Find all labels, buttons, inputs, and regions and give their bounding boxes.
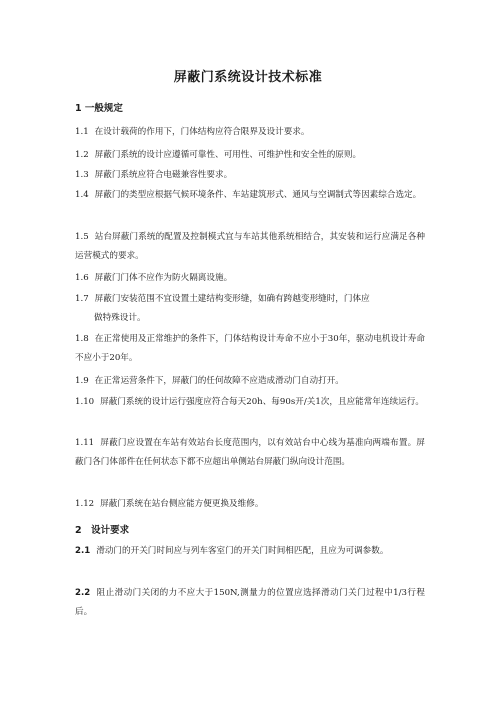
document-title: 屏蔽门系统设计技术标准: [173, 70, 323, 85]
clause-number: 1.5: [75, 232, 89, 242]
clause-number: 2.2: [75, 588, 91, 598]
clause-1-9: [75, 372, 425, 391]
clause-number: 1.8: [75, 334, 89, 344]
clause-2-1: [75, 542, 425, 561]
clause-number: 1.1: [75, 127, 89, 137]
clause-text: 在设计载荷的作用下，门体结构应符合限界及设计要求。: [94, 127, 310, 137]
clause-1-3: [75, 166, 425, 185]
clause-text: 屏蔽门系统的设计应遵循可靠性、可用性、可维护性和安全性的原则。: [94, 150, 362, 160]
clause-number: 1.6: [75, 273, 89, 283]
section-1-heading: 1 一般规定: [75, 103, 123, 114]
clause-number: 1.10: [75, 397, 95, 407]
clause-1-2: [75, 146, 425, 165]
clause-text: 屏蔽门系统的设计运行强度应符合每天20h、每90s开/关1次，且应能常年连续运行。: [100, 397, 424, 407]
clause-text: 屏蔽门系统应符合电磁兼容性要求。: [94, 170, 233, 180]
clause-number: 1.9: [75, 376, 89, 386]
clause-number: 1.7: [75, 294, 89, 304]
clause-1-10: [75, 393, 425, 412]
clause-number: 1.2: [75, 150, 89, 160]
clause-text: 屏蔽门门体不应作为防火隔离设施。: [94, 273, 233, 283]
clause-text: 屏蔽门的类型应根据气候环境条件、车站建筑形式、通风与空调制式等因素综合选定。: [94, 190, 422, 200]
clause-1-11: [75, 434, 425, 472]
clause-1-7: [75, 290, 425, 328]
clause-number: 1.12: [75, 499, 95, 509]
clause-1-8: [75, 330, 425, 368]
clause-number: 1.4: [75, 190, 89, 200]
section-2-heading: 2 设计要求: [75, 525, 130, 536]
clause-text: 屏蔽门安装范围不宜设置土建结构变形缝，如确有跨越变形缝时，门体应: [94, 294, 370, 304]
clause-1-5: [75, 228, 425, 266]
clause-text: 滑动门的开关门时间应与列车客室门的开关门时间相匹配，且应为可调参数。: [96, 546, 389, 556]
clause-text: 阻止滑动门关闭的力不应大于150N,测量力的位置应选择滑动门关门过程中1/3行程后。: [75, 588, 425, 617]
clause-number: 2.1: [75, 546, 91, 556]
clause-text: 站台屏蔽门系统的配置及控制模式宜与车站其他系统相结合，其安装和运行应满足各种运营模式的要求。: [75, 232, 425, 261]
clause-2-2: [75, 584, 425, 622]
clause-text: 屏蔽门应设置在车站有效站台长度范围内，以有效站台中心线为基准向两端布置。屏蔽门各门体部件在任何状态下都不应超出单侧站台屏蔽门纵向设计范围。: [75, 438, 425, 467]
clause-number: 1.11: [75, 438, 95, 448]
clause-1-4: [75, 186, 425, 205]
clause-1-12: [75, 495, 425, 514]
clause-1-1: [75, 123, 425, 142]
clause-1-6: [75, 269, 425, 288]
clause-text-continuation: 做特殊设计。: [94, 313, 146, 323]
clause-text: 屏蔽门系统在站台侧应能方便更换及维修。: [100, 499, 264, 509]
clause-number: 1.3: [75, 170, 89, 180]
clause-text: 在正常运营条件下，屏蔽门的任何故障不应造成滑动门自动打开。: [94, 376, 344, 386]
clause-text: 在正常使用及正常维护的条件下，门体结构设计寿命不应小于30年，驱动电机设计寿命不应小于20年。: [75, 334, 425, 363]
